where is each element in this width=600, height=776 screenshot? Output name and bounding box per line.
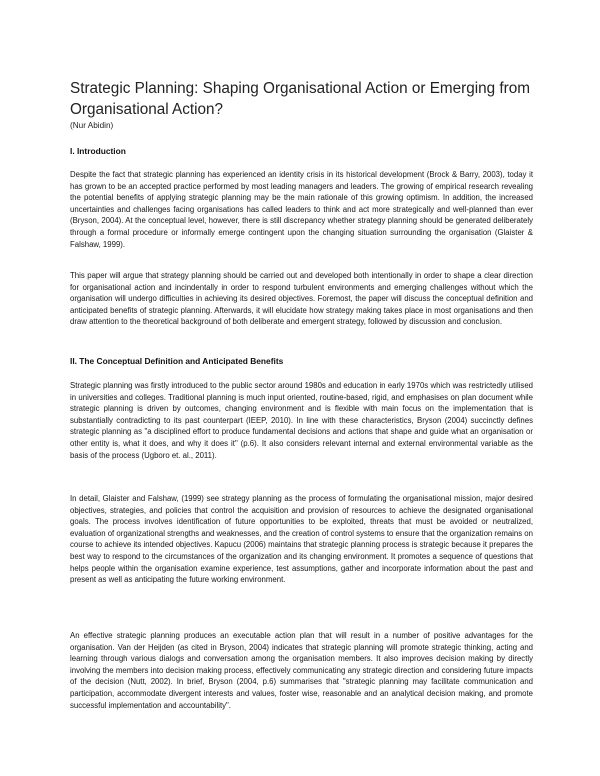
paragraph: In detail, Glaister and Falshaw, (1999) see strategy planning as the process of formulating the organisational mission, major desired objectives, strategies, and policies that control the acquisition and provision of resources to achieve the designated organisational goals. The process involves identification of future opportunities to be exploited, threats that must be avoided or neutralized, evaluation of organizational strengths and weaknesses, and the creation of control systems to ensure that the organization remains on course to achieve its intended objectives. Kapucu (2006) maintains that strategic planning process is strategic because it prepares the best way to respond to the circumstances of the organization and its changing environment. It promotes a sequence of questions that helps people within the organisation examine experience, test assumptions, gather and incorporate information about the past and present as well as anticipating the future working environment. [70, 494, 533, 585]
paragraph: Strategic planning was firstly introduced to the public sector around 1980s and education in early 1970s which was restrictedly utilised in universities and colleges. Traditional planning is much input oriented, routine-based, rigid, and emphasises on plan document while strategic planning is driven by outcomes, changing environment and is flexible with main focus on the implementation that is substantially contradicting to its past counterpart (IEEP, 2010). In line with these characteristics, Bryson (2004) succinctly defines strategic planning as "a disciplined effort to produce fundamental decisions and actions that shape and guide what an organisation or other entity is, what it does, and why it does it" (p.6). It also considers relevant internal and external environmental variable as the basis of the process (Ugboro et. al., 2011). [70, 381, 533, 460]
paragraph: Despite the fact that strategic planning has experienced an identity crisis in its historical development (Brock & Barry, 2003), today it has grown to be an accepted practice performed by most leading managers and leaders. The growing of empirical research revealing the potential benefits of applying strategic planning may be the main rationale of this growing optimism. In addition, the increased uncertainties and challenges facing organisations has called leaders to think and act more strategically and well-planned than ever (Bryson, 2004). At the conceptual level, however, there is still discrepancy whether strategy planning should be generated deliberately through a formal procedure or informally emerge contingent upon the changing situation surrounding the organisation (Glaister & Falshaw, 1999). [70, 170, 533, 249]
paragraph: An effective strategic planning produces an executable action plan that will result in a number of positive advantages for the organisation. Van der Heijden (as cited in Bryson, 2004) indicates that strategic planning will promote strategic thinking, acting and learning through various dialogs and conversation among the organisation members. It also improves decision making by directly involving the members into decision making process, effectively communicating any strategic direction and considering future impacts of the decision (Nutt, 2002). In brief, Bryson (2004, p.6) summarises that "strategic planning may facilitate communication and participation, accommodate divergent interests and values, foster wise, reasonable and an analytical decision making, and promote successful implementation and accountability". [70, 631, 533, 710]
paper-title: Strategic Planning: Shaping Organisational Action or Emerging from Organisational Action? [70, 80, 531, 118]
author-name: (Nur Abidin) [70, 121, 114, 130]
section-heading-conceptual-definition: II. The Conceptual Definition and Anticipated Benefits [70, 356, 284, 366]
paragraph: This paper will argue that strategy planning should be carried out and developed both intentionally in order to shape a clear direction for organisational action and incindentally in order to respond turbulent environments and emerging challenges without which the organisation will undergo difficulties in achieving its desired objectives. Foremost, the paper will discuss the conceptual definition and anticipated benefits of strategic planning. Afterwards, it will elucidate how strategy making takes place in most organisations and then draw attention to the theoretical background of both deliberate and emergent strategy, followed by discussion and conclusion. [70, 271, 533, 327]
section-heading-introduction: I. Introduction [70, 146, 126, 156]
